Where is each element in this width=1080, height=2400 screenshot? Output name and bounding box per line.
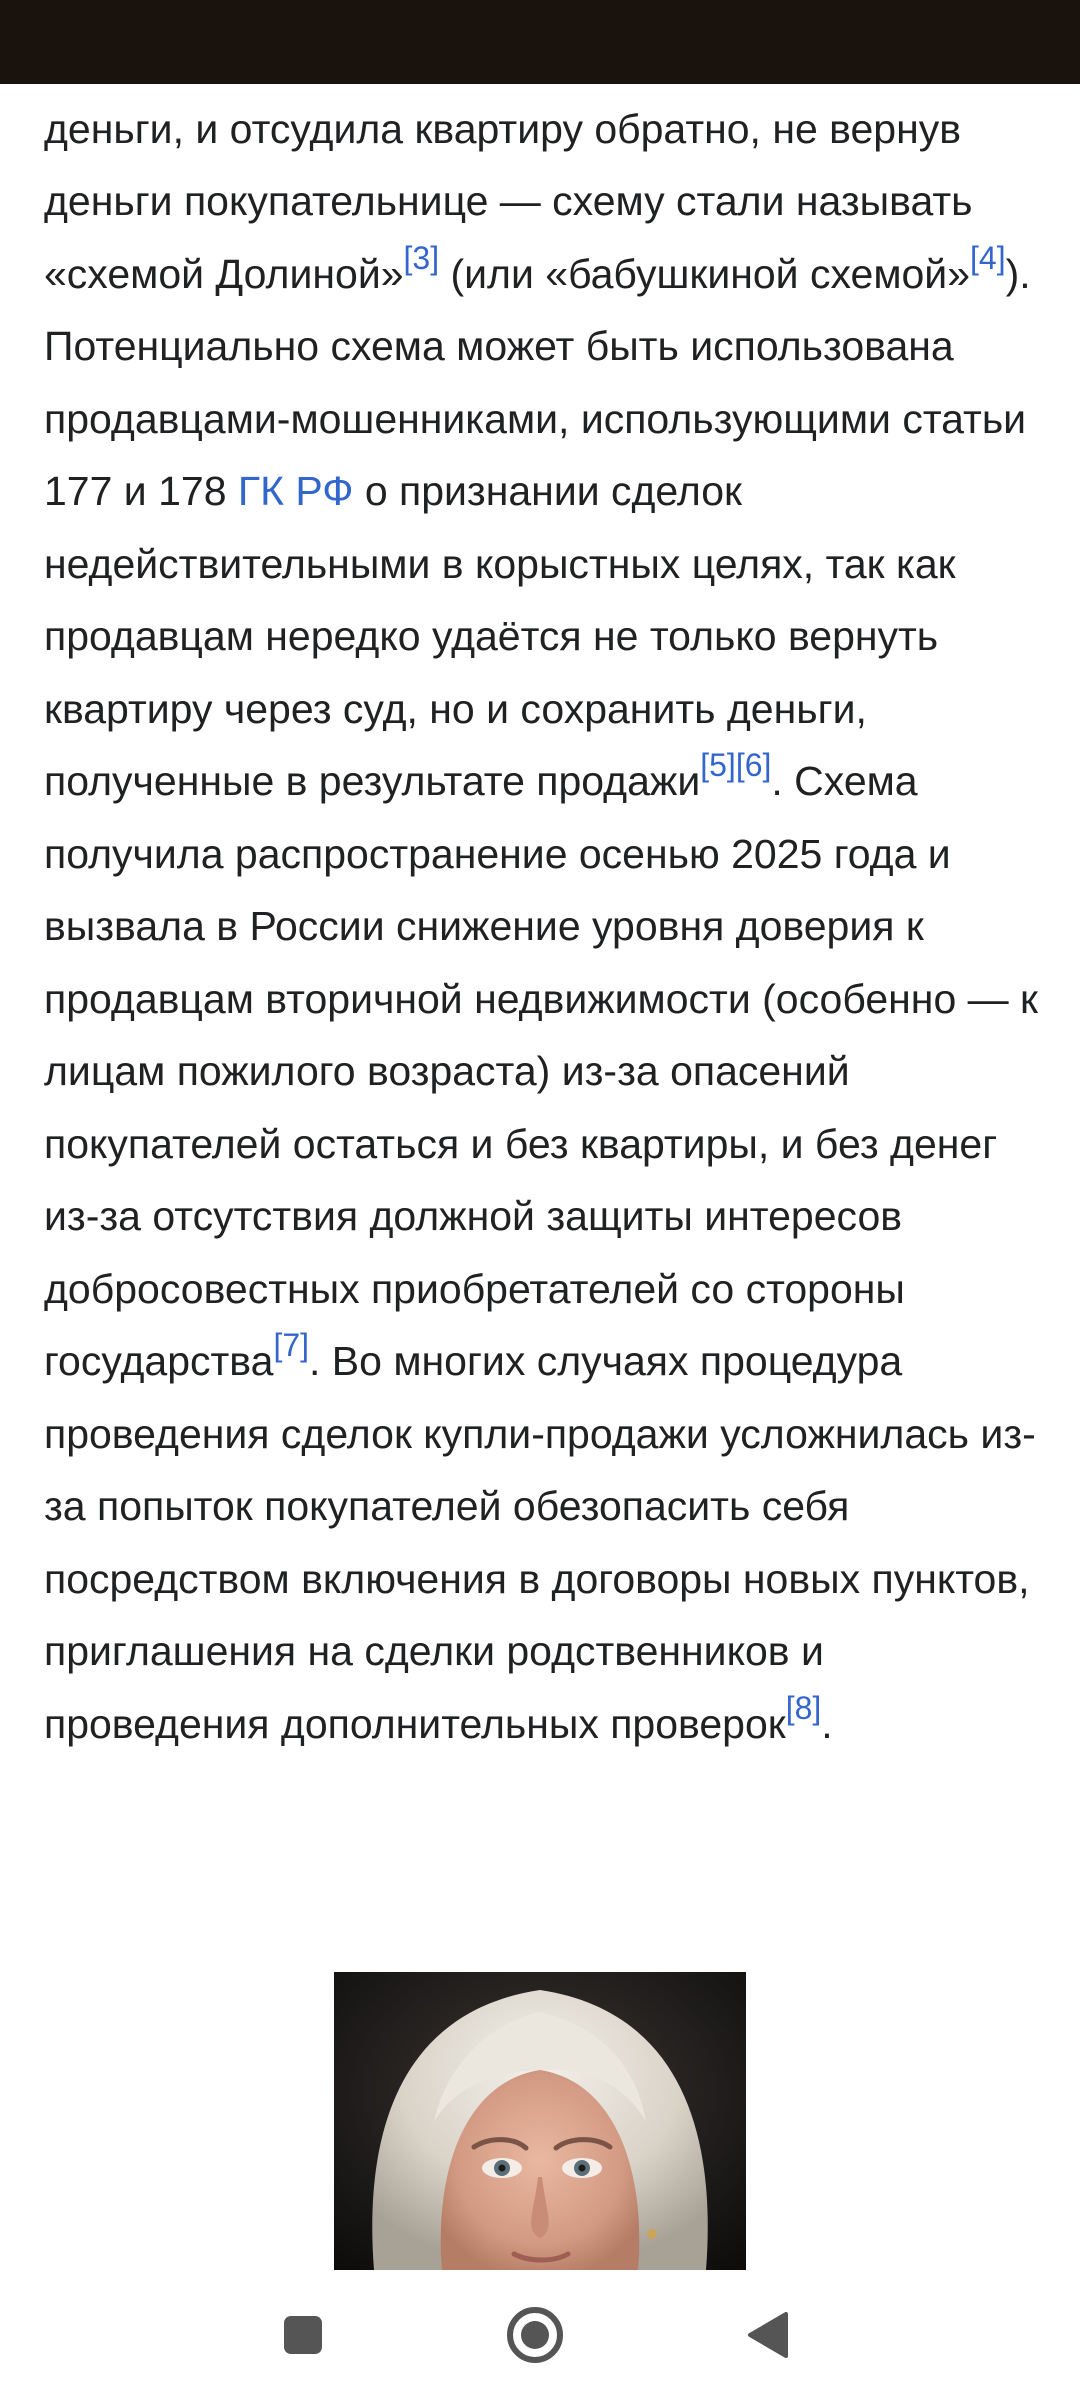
back-button[interactable] (703, 2270, 833, 2400)
navigation-bar (0, 2270, 1080, 2400)
reference-7-link[interactable]: [7] (273, 1327, 310, 1364)
status-bar (0, 0, 1080, 84)
triangle-back-icon (744, 2310, 792, 2360)
article-text: . Схема получила распространение осенью 2025 года и вызвала в России снижение уровня доверия к продавцам вторичной недвижимости (особенно — к лицам пожилого возраста) из-за опасений покупателей остаться и без квартиры, и без денег из-за отсутствия должной защиты интересов добросовестных приобретателей со стороны государства (44, 758, 1038, 1384)
article-text: (или «бабушкиной схемой» (439, 250, 971, 297)
home-button[interactable] (470, 2270, 600, 2400)
reference-4-link[interactable]: [4] (970, 239, 1006, 276)
article-text: ). Потенциально схема может быть использована продавцами-мошенниками, использующими статьи 177 и 178 (44, 250, 1031, 514)
article-text: о признании сделок недействительными в корыстных целях, так как продавцам нередко удаётся не только вернуть квартиру через суд, но и сохранить деньги, полученные в результате продажи (44, 468, 956, 804)
article-paragraph (44, 20, 1044, 1760)
recent-apps-button[interactable] (238, 2270, 368, 2400)
article-body (44, 20, 1044, 1760)
article-text: . Во многих случаях процедура проведения сделок купли-продажи усложнилась из-за попыток покупателей обезопасить себя посредством включения в договоры новых пунктов, приглашения на сделки родственников и проведения дополнительных проверок (44, 1338, 1036, 1747)
circle-home-icon (504, 2304, 566, 2366)
article-text: . (821, 1700, 833, 1747)
square-recent-apps-icon (281, 2313, 325, 2357)
reference-5-link[interactable]: [5] (700, 747, 736, 784)
reference-8-link[interactable]: [8] (785, 1689, 822, 1726)
reference-6-link[interactable]: [6] (735, 747, 772, 784)
gk-rf-link[interactable]: ГК РФ (237, 468, 354, 514)
article-photo[interactable] (334, 1972, 746, 2270)
reference-3-link[interactable]: [3] (403, 239, 440, 276)
article-text: деньги, и отсудила квартиру обратно, не вернув деньги покупательнице — схему стали называть «схемой Долиной» (44, 105, 973, 297)
